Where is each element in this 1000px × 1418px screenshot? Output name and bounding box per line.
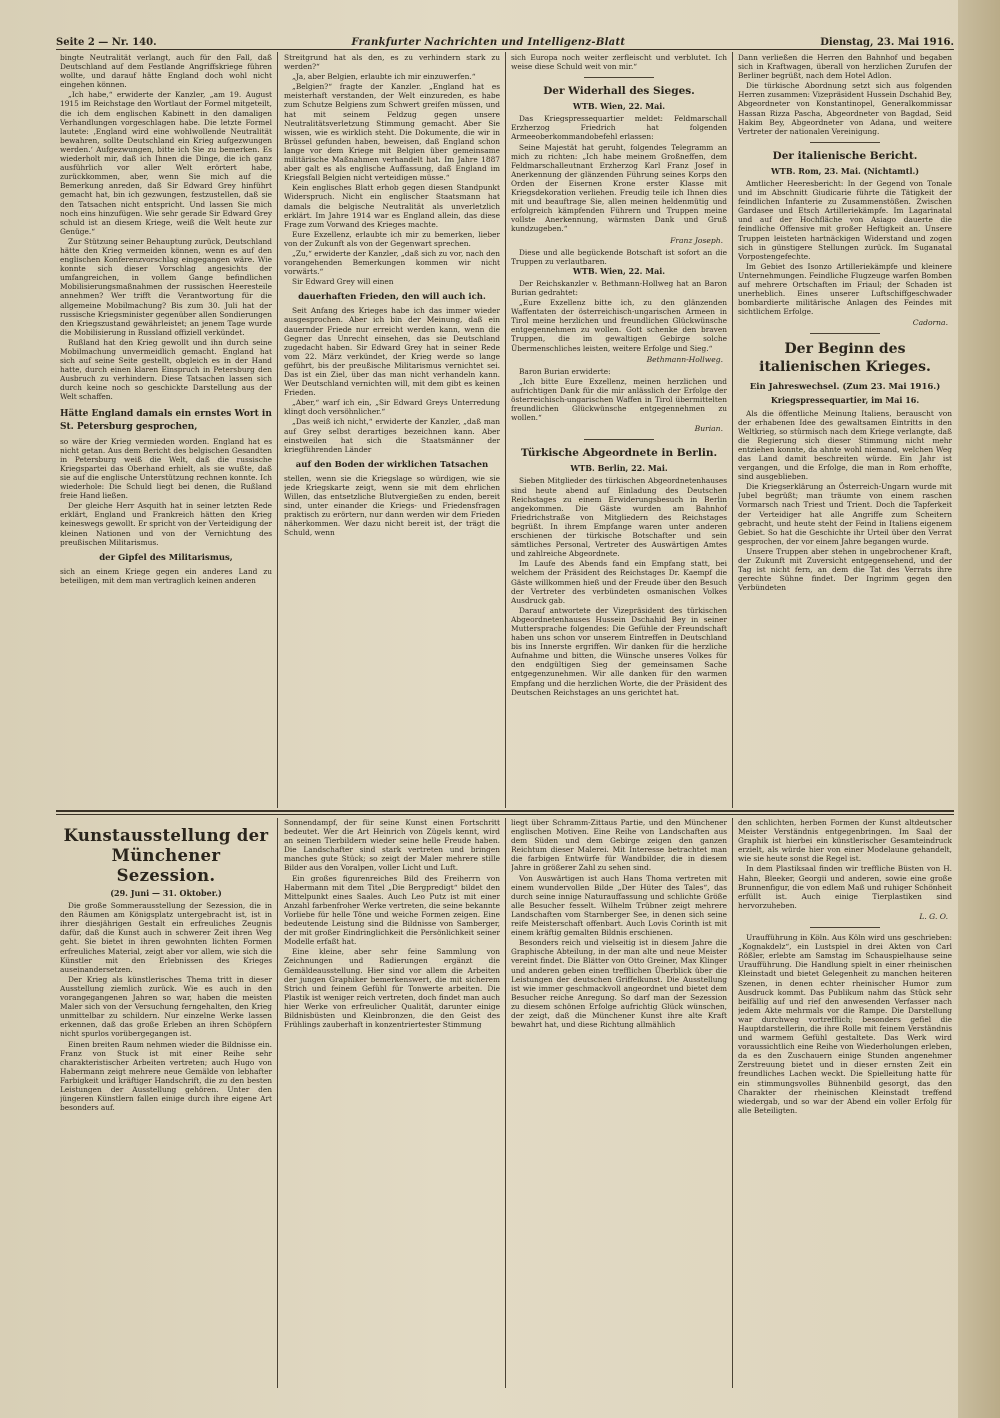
signature: Franz Joseph. [670,235,723,245]
signature: Burian. [694,424,723,434]
subheading: dauerhaften Frieden, den will auch ich. [298,292,486,303]
article-heading: Der italienische Bericht. [772,149,918,162]
paragraph: In dem Plastiksaal finden wir treffliche Büsten von H. Hahn, Bleeker, Georgii und anderen, sowie eine große Brunnenfigur, die von edlem Maß und ruhiger Schönheit erfüllt ist. Auch einige Tierplastiken sind hervorzuheben. [738,864,952,910]
feuilleton-column-4 [738,818,952,1388]
divider [810,333,880,334]
signature: L. G. O. [919,911,948,921]
paragraph: „Belgien?“ fragte der Kanzler. „England hat es meisterhaft verstanden, der Welt einzureden, es habe zum Schutze Belgiens zum Schwert greifen müssen, und hat mit seinem Feldzug gegen unsere Neutralitätsverletzung Stimmung gemacht. Aber Sie wissen, wie es wirklich steht. Die Dokumente, die wir in Brüssel gefunden haben, beweisen, daß England schon lange vor dem Kriege mit Belgien über gemeinsame militärische Maßnahmen verhandelt hat. Im Jahre 1887 aber galt es als englische Auffassung, daß England im Kriegsfall Belgien nicht verteidigen müsse.“ [284,82,500,183]
page-header [56,30,954,48]
paragraph: stellen, wenn sie die Kriegslage so würdigen, wie sie jede Kriegskarte zeigt, wenn sie mit dem ehrlichen Willen, das entsetzliche Blutvergießen zu enden, bereit sind, unter einander die Kriegs- und Friedensfragen praktisch zu erörtern, nur dann werden wir dem Frieden näherkommen. Wer dazu nicht bereit ist, der trägt die Schuld, wenn [284,473,500,538]
paragraph: Der Reichskanzler v. Bethmann-Hollweg hat an Baron Burian gedrahtet: [511,278,727,297]
divider [810,927,880,928]
paragraph: Seit Anfang des Krieges habe ich das immer wieder ausgesprochen. Aber ich bin der Meinung, daß ein dauernder Friede nur erreicht werden kann, wenn die Gegner das Unrecht einsehen, das sie Deutschland zugedacht haben. Sir Edward Grey hat in seiner Rede vom 22. März verkündet, der Krieg werde so lange geführt, bis der preußische Militarismus vernichtet sei. Das ist ein Ziel, über das man nicht verhandeln kann. Wer Deutschland vernichten will, mit dem gibt es keinen Frieden. [284,306,500,398]
feuilleton-title: Kunstausstellung der Münchener Sezession. [63,826,269,885]
issue-date: Dienstag, 23. Mai 1916. [820,37,954,48]
feuilleton-rule [56,810,954,812]
divider [584,77,654,78]
column-3 [511,53,727,805]
column-rule [505,818,506,1388]
paragraph: „Ich bitte Eure Exzellenz, meinen herzlichen und aufrichtigen Dank für die mir anlässlich der Erfolge der österreichisch-ungarischen Waffen in Tirol übermittelten freundlichen Glückwünsche entgegennehmen zu wollen.“ [511,376,727,423]
column-2 [284,53,500,805]
paragraph: „Ja, aber Belgien, erlaubte ich mir einzuwerfen.“ [292,72,476,82]
header-rule [56,49,954,50]
divider [584,439,654,440]
paragraph: Ein großes figurenreiches Bild des Freiherrn von Habermann mit dem Titel „Die Bergpredigt“ bildet den Mittelpunkt eines Saales. Auch Leo Putz ist mit einer Anzahl farbenfroher Werke vertreten, die seine bekannte Vorliebe für helle Töne und weiche Formen zeigen. Eine bedeutende Leistung sind die Bildnisse von Samberger, der mit großer Eindringlichkeit die Persönlichkeit seiner Modelle erfaßt hat. [284,873,500,947]
paragraph: „Ich habe,“ erwiderte der Kanzler, „am 19. August 1915 im Reichstage den Wortlaut der Formel mitgeteilt, die ich dem englischen Kabinett in den damaligen Verhandlungen vorgeschlagen habe. Die letzte Formel lautete: ‚England wird eine wohlwollende Neutralität bewahren, sollte Deutschland ein Krieg aufgezwungen werden.‘ Aufgezwungen, bitte ich Sie zu bemerken. Es wiederholt mir, daß ich Ihnen die Dinge, die ich ganz ausführlich vor aller Welt erörtert habe, zurückkommen, aber, wenn Sie mich auf die Bemerkung anreden, daß Sir Edward Grey hinführt gemacht hat, bin ich gezwungen, festzustellen, daß sie den Tatsachen nicht entspricht. Und lassen Sie mich noch eins hinzufügen. Wie sehr gerade Sir Edward Grey schuld ist an diesem Kriege, weiß die Welt heute zur Genüge.“ [60,90,272,236]
paragraph: Das Kriegspressequartier meldet: Feldmarschall Erzherzog Friedrich hat folgenden Armeeoberkommandobefehl erlassen: [511,114,727,142]
paragraph: Darauf antwortete der Vizepräsident des türkischen Abgeordnetenhauses Hussein Dschahid Bey in seiner Muttersprache folgendes: Die Gefühle der Freundschaft haben uns schon vor unserem Eintreffen in Deutschland bis ins Innerste ergriffen. Wir danken für die herzliche Aufnahme und bitten, die Wünsche unseres Volkes für den endgültigen Sieg der gemeinsamen Sache entgegenzunehmen. Wir alle danken für den warmen Empfang und die herzlichen Worte, die der Präsident des Deutschen Reichstages an uns gerichtet hat. [511,605,727,697]
paragraph: Eine kleine, aber sehr feine Sammlung von Zeichnungen und Radierungen ergänzt die Gemäldeausstellung. Hier sind vor allem die Arbeiten der jungen Graphiker bemerkenswert, die mit sicherem Strich und feinem Gefühl für Tonwerte arbeiten. Die Plastik ist weniger reich vertreten, doch findet man auch hier Werke von erfreulicher Qualität, darunter einige Bildnisbüsten und Kleinbronzen, die den Geist des Frühlings zauberhaft in konzentriertester Stimmung [284,947,500,1030]
signature: Cadorna. [912,318,948,328]
paragraph: Als die öffentliche Meinung Italiens, berauscht von der erhabenen Idee des gewaltsamen Eintritts in den Weltkrieg, so stürmisch nach dem Kriege verlangte, daß die Regierung sich dieser Stimmung nicht mehr entziehen konnte, da ahnte wohl niemand, welchen Weg das Land damit beschreiten würde. Ein Jahr ist vergangen, und die Erfolge, die man in Rom erhoffte, sind ausgeblieben. [738,408,952,482]
paragraph: Die Kriegserklärung an Österreich-Ungarn wurde mit Jubel begrüßt; man träumte von einem raschen Vormarsch nach Triest und Trient. Doch die Tapferkeit der Verteidiger hat alle Angriffe zum Scheitern gebracht, und heute steht der Feind in Italiens eigenem Gebiet. So hat die Geschichte ihr Urteil über den Verrat gesprochen, der vor einem Jahre begangen wurde. [738,482,952,546]
paragraph: Die türkische Abordnung setzt sich aus folgenden Herren zusammen: Vizepräsident Hussein Dschahid Bey, Abgeordneter von Konstantinopel, Generalkommissar Hassan Rizza Pascha, Abgeordneter von Bagdad, Seid Hakim Bey, Abgeordneter von Adana, und weitere Vertreter der nationalen Vereinigung. [738,81,952,136]
page-number: Seite 2 — Nr. 140. [56,37,157,48]
paragraph: „Aber,“ warf ich ein, „Sir Edward Greys Unterredung klingt doch versöhnlicher.“ [284,398,500,417]
paragraph: Uraufführung in Köln. Aus Köln wird uns geschrieben: „Kognakdelz“, ein Lustspiel in drei Akten von Carl Rößler, erlebte am Samstag im Schauspielhause seine Uraufführung. Die Handlung spielt in einer rheinischen Kleinstadt und bietet Gelegenheit zu manchen heiteren Szenen, in denen echter rheinischer Humor zum Ausdruck kommt. Das Publikum nahm das Stück sehr beifällig auf und rief den anwesenden Verfasser nach jedem Akte mehrmals vor die Rampe. Die Darstellung war durchweg vortrefflich; besonders gefiel die Hauptdarstellerin, die ihre Rolle mit feinem Verständnis und warmem Gefühl gestaltete. Das Werk wird voraussichtlich eine Reihe von Wiederholungen erleben, da es den Zuschauern einige Stunden angenehmer Zerstreuung bietet und in dieser ernsten Zeit ein freundliches Lachen weckt. Die Spielleitung hatte für ein stimmungsvolles Bühnenbild gesorgt, das den Charakter der rheinischen Kleinstadt treffend wiedergab, und so war der Abend ein voller Erfolg für alle Beteiligten. [738,933,952,1115]
dateline: WTB. Wien, 22. Mai. [572,101,666,112]
paragraph: Diese und alle begückende Botschaft ist sofort an die Truppen zu verlautbaren. [511,247,727,266]
paragraph: Unsere Truppen aber stehen in ungebrochener Kraft, der Zukunft mit Zuversicht entgegensehend, und der Tag ist nicht fern, an dem die Tat des Verrats ihre gerechte Sühne findet. Der Ingrimm gegen den Verbündeten [738,546,952,593]
signature: Bethmann-Hollweg. [646,354,723,364]
column-4 [738,53,952,805]
paragraph: so wäre der Krieg vermieden worden. England hat es nicht getan. Aus dem Bericht des belgischen Gesandten in Petersburg weiß die Welt, daß die russische Kriegspartei das Oberhand erhielt, als sie wußte, daß sie auf die englische Unterstützung rechnen konnte. Ich wiederhole: Die Schuld liegt bei denen, die Rußland freie Hand ließen. [60,436,272,501]
paragraph: bingte Neutralität verlangt, auch für den Fall, daß Deutschland auf dem Festlande Angriffskriege führen wollte, und darauf hätte England doch wohl nicht eingehen können. [60,53,272,90]
paragraph: Amtlicher Heeresbericht: In der Gegend von Tonale und im Abschnitt Giudicarie führte die Tätigkeit der feindlichen Infanterie zu Zusammenstößen. Zwischen Gardasee und Etsch Artilleriekämpfe. Im Lagarinatal und auf der Hochfläche von Asiago dauerte die feindliche Offensive mit großer Heftigkeit an. Unsere Truppen leisteten hartnäckigen Widerstand und zogen sich in günstigere Stellungen zurück. Im Suganatal Vorpostengefechte. [738,178,952,261]
exhibition-dates: (29. Juni — 31. Oktober.) [110,888,222,898]
paragraph: Einen breiten Raum nehmen wieder die Bildnisse ein. Franz von Stuck ist mit einer Reihe sehr charakteristischer Arbeiten vertreten; auch Hugo von Habermann zeigt mehrere neue Gemälde von lebhafter Farbigkeit und kräftiger Handschrift, die zu den besten Leistungen der Ausstellung gehören. Unter den jüngeren Künstlern fallen einige durch ihre eigene Art besonders auf. [60,1039,272,1113]
feuilleton-column-1 [60,818,272,1388]
subheading: der Gipfel des Militarismus, [99,552,233,563]
article-heading: Türkische Abgeordnete in Berlin. [520,447,718,460]
paragraph: Besonders reich und vielseitig ist in diesem Jahre die Graphische Abteilung, in der man alte und neue Meister vereint findet. Die Blätter von Otto Greiner, Max Klinger und anderen geben einen trefflichen Überblick über die Leistungen der deutschen Griffelkunst. Die Ausstellung ist wie immer geschmackvoll angeordnet und bietet dem Besucher reiche Anregung. So darf man der Sezession zu diesem schönen Erfolge aufrichtig Glück wünschen, der zeigt, daß die Münchener Kunst ihre alte Kraft bewahrt hat, und diese Richtung allmählich [511,938,727,1030]
paragraph: Der gleiche Herr Asquith hat in seiner letzten Rede erklärt, England und Frankreich hätten den Krieg keineswegs gewollt. Er spricht von der Verteidigung der kleinen Nationen und von der Vernichtung des preußischen Militarismus. [60,501,272,547]
column-rule [732,818,733,1388]
article-heading: Der Widerhall des Sieges. [543,85,695,98]
dateline: WTB. Berlin, 22. Mai. [570,463,668,474]
paragraph: Sieben Mitglieder des türkischen Abgeordnetenhauses sind heute abend auf Einladung des Deutschen Reichstages zu einem Erwiderungsbesuch in Berlin angekommen. Die Gäste wurden am Bahnhof Friedrichstraße von Mitgliedern des Reichstages begrüßt. In ihrem Empfange waren unter anderen erschienen der türkische Botschafter und sein sämtliches Personal, Vertreter des Auswärtigen Amtes und zahlreiche Abgeordnete. [511,476,727,559]
paragraph: sich an einem Kriege gegen ein anderes Land zu beteiligen, mit dem man vertraglich keinen anderen [60,566,272,585]
column-1 [60,53,272,805]
paragraph: Der Krieg als künstlerisches Thema tritt in dieser Ausstellung ziemlich zurück. Wie es auch in den vorangegangenen Jahren so war, haben die meisten Maler sich von der Versuchung ferngehalten, den Krieg unmittelbar zu schildern. Nur einzelne Werke lassen erkennen, daß das große Erleben an ihren Schöpfern nicht spurlos vorübergegangen ist. [60,974,272,1039]
divider [810,142,880,143]
dateline: WTB. Rom, 23. Mai. (Nichtamtl.) [770,165,920,176]
column-rule [505,52,506,808]
paragraph: Kein englisches Blatt erhob gegen diesen Standpunkt Widerspruch. Nicht ein englischer Staatsmann hat damals die belgische Neutralität als unverletzlich erklärt. Im Jahre 1914 war es England allein, das diese Frage zum Vorwand des Krieges machte. [284,183,500,229]
paragraph: Dann verließen die Herren den Bahnhof und begaben sich in Kraftwagen, überall von herzlichen Zurufen der Berliner begrüßt, nach dem Hotel Adlon. [738,53,952,81]
subheading: Hätte England damals ein ernstes Wort in St. Petersburg gesprochen, [60,408,272,432]
column-rule [277,52,278,808]
paragraph: Eure Exzellenz, erlaubte ich mir zu bemerken, lieber von der Zukunft als von der Gegenwart sprechen. [284,229,500,248]
dateline: Kriegspressequartier, im Mai 16. [770,395,920,406]
paragraph: Baron Burian erwiderte: [519,366,611,376]
paragraph: liegt über Schramm-Zittaus Partie, und den Münchener englischen Motiven. Eine Reihe von Landschaften aus dem Süden und dem Gebirge zeigen den ganzen Reichtum dieser Malerei. Mit Interesse betrachtet man die farbigen Entwürfe für Wandbilder, die in diesem Jahre in größerer Zahl zu sehen sind. [511,818,727,873]
column-rule [732,52,733,808]
subheading: Ein Jahreswechsel. (Zum 23. Mai 1916.) [749,382,941,393]
paragraph: Zur Stützung seiner Behauptung zurück, Deutschland hätte den Krieg vermeiden können, wenn es auf den englischen Konferenzvorschlag eingegangen wäre. Wie konnte sich dieser Vorschlag angesichts der umfangreichen, in vollem Gange befindlichen Mobilisierungsmaßnahmen der russischen Heeresteile annehmen? Wer trifft die Verantwortung für die allgemeine Mobilmachung? Bis zum 30. Juli hat der russische Kriegsminister gegenüber allen Sondierungen den Kriegszustand gewährleistet; an jenem Tage wurde die Mobilisierung in Russland offiziell verkündet. [60,236,272,337]
paragraph: „Zu,“ erwiderte der Kanzler, „daß sich zu vor, nach den vorangehenden Bemerkungen kommen wir nicht vorwärts.“ [284,248,500,277]
feuilleton-column-2 [284,818,500,1388]
masthead: Frankfurter Nachrichten und Intelligenz-Blatt [351,37,626,48]
paragraph: den schlichten, herben Formen der Kunst altdeutscher Meister Verständnis entgegenbringen. Im Saal der Graphik ist hierbei ein künstlerischer Gesamteindruck erzielt, als würde hier von einer Modelaune gehandelt, wie sie heute sonst die Regel ist. [738,818,952,864]
paragraph: Im Gebiet des Isonzo Artilleriekämpfe und kleinere Unternehmungen. Feindliche Flugzeuge warfen Bomben auf mehrere Ortschaften im Friaul; der Schaden ist unerheblich. Eines unserer Luftschiffgeschwader bombardierte militärische Anlagen des Feindes mit sichtlichem Erfolge. [738,261,952,317]
article-heading: Der Beginn des italienischen Krieges. [759,341,931,376]
paragraph: Rußland hat den Krieg gewollt und ihn durch seine Mobilmachung unvermeidlich gemacht. England hat sich auf seine Seite gestellt, obgleich es in der Hand hatte, durch einen klaren Einspruch in Petersburg den Ausbruch zu verhindern. Diese Tatsachen lassen sich durch keine noch so geschickte Darstellung aus der Welt schaffen. [60,337,272,402]
paragraph: Die große Sommerausstellung der Sezession, die in den Räumen am Königsplatz untergebracht ist, ist in ihrer diesjährigen Gestalt ein erfreuliches Zeugnis dafür, daß die Kunst auch in schwerer Zeit ihren Weg geht. Sie bietet in ihren gewohnten lichten Formen erfreuliches Material, zeigt aber vor allem, wie sich die Künstler mit den Erlebnissen des Krieges auseinandersetzen. [60,901,272,974]
paragraph: Im Laufe des Abends fand ein Empfang statt, bei welchem der Präsident des Reichstages Dr. Kaempf die Gäste willkommen hieß und der Freude über den Besuch der Vertreter des verbündeten osmanischen Volkes Ausdruck gab. [511,559,727,605]
paragraph: „Das weiß ich nicht,“ erwiderte der Kanzler, „daß man auf Grey selbst derartiges bezeichnen kann. Aber einstweilen hat sich die Staatsmänner der kriegführenden Länder [284,417,500,454]
subheading: auf den Boden der wirklichen Tatsachen [295,459,489,470]
paragraph: „Eure Exzellenz bitte ich, zu den glänzenden Waffentaten der österreichisch-ungarischen Armeen in Tirol meine herzlichen und freundlichen Glückwünsche entgegennehmen zu wollen. Gott schenke den braven Truppen, die im gewaltigen Gebirge solche Übermenschliches leisten, weitere Erfolge und Sieg.“ [511,298,727,353]
feuilleton-rule [56,814,954,815]
page-edge [958,0,1000,1418]
paragraph: Seine Majestät hat geruht, folgendes Telegramm an mich zu richten: „Ich habe meinem Großneffen, dem Feldmarschalleutnant Erzherzog Karl Franz Josef in Anerkennung der glänzenden Führung seines Korps den Orden der Eisernen Krone erster Klasse mit Kriegsdekoration verliehen. Freudig teile ich Ihnen dies mit und beauftrage Sie, allen meinen heldenmütig und erfolgreich kämpfenden Führern und Truppen meine vollste Anerkennung, wärmsten Dank und Gruß kundzugeben.“ [511,142,727,234]
feuilleton-column-3 [511,818,727,1388]
paragraph: Sonnendampf, der für seine Kunst einen Fortschritt bedeutet. Wer die Art Heinrich von Zügels kennt, wird an seinen Tierbildern wieder seine helle Freude haben. Die Landschafter sind stark vertreten und bringen manches gute Stück; so zeigt der Maler mehrere stille Bilder aus den Voralpen, voller Licht und Luft. [284,818,500,873]
dateline: WTB. Wien, 22. Mai. [572,265,666,276]
column-rule [277,818,278,1388]
paragraph: Sir Edward Grey will einen [292,277,394,287]
paragraph: Streitgrund hat als den, es zu verhindern stark zu werden?“ [284,53,500,72]
paragraph: Von Auswärtigen ist auch Hans Thoma vertreten mit einem wundervollen Bilde „Der Hüter des Tales“, das durch seine innige Naturauffassung und schlichte Größe alle Besucher fesselt. Wilhelm Trübner zeigt mehrere Landschaften vom Starnberger See, in denen sich seine reife Meisterschaft offenbart. Auch Lovis Corinth ist mit einem kräftig gemalten Bildnis erschienen. [511,873,727,938]
paragraph: sich Europa noch weiter zerfleischt und verblutet. Ich weise diese Schuld weit von mir.“ [511,53,727,72]
